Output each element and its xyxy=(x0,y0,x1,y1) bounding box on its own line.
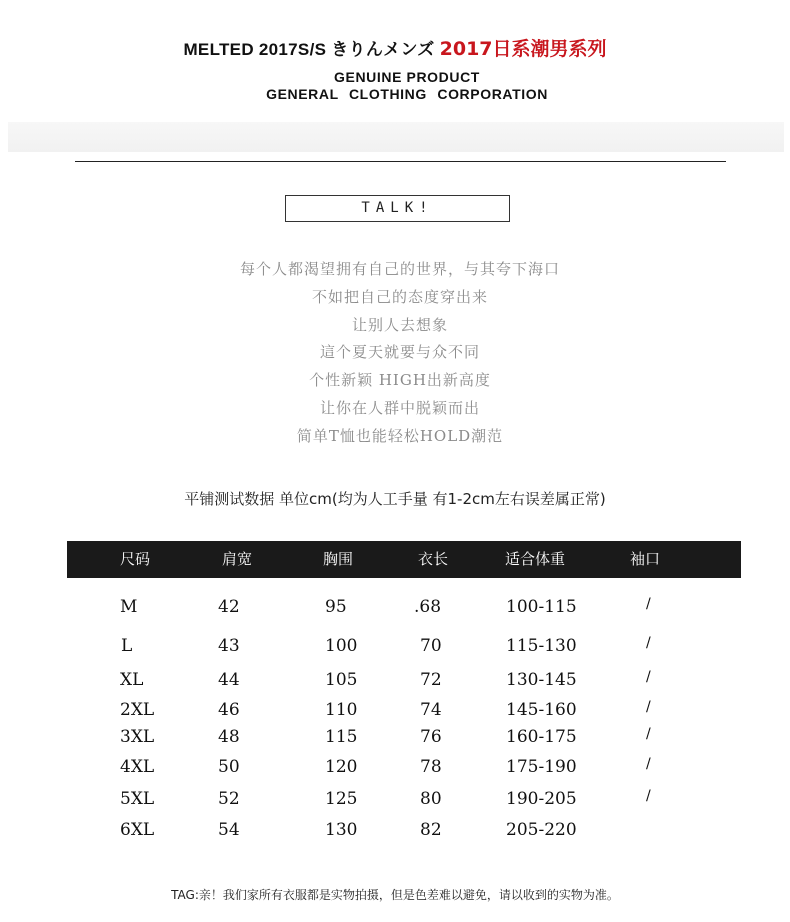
cell-chest: 110 xyxy=(325,700,358,720)
cell-weight: 190-205 xyxy=(506,789,577,809)
table-row xyxy=(0,698,790,722)
header-weight: 适合体重 xyxy=(505,550,566,568)
cell-cuff: / xyxy=(646,726,651,742)
talk-box: TALK! xyxy=(285,195,510,222)
measurement-note: 平铺测试数据 单位cm(均为人工手量 有1-2cm左右误差属正常) xyxy=(184,490,606,508)
table-row xyxy=(0,725,790,749)
cell-size: 2XL xyxy=(120,700,155,720)
cell-size: M xyxy=(120,597,138,617)
cell-length: .68 xyxy=(414,597,442,617)
cell-cuff: / xyxy=(646,669,651,685)
cell-shoulder: 44 xyxy=(218,670,240,690)
cell-cuff: / xyxy=(646,635,651,651)
header-size: 尺码 xyxy=(120,550,151,568)
table-row xyxy=(0,634,790,658)
cell-chest: 105 xyxy=(325,670,358,690)
cell-weight: 175-190 xyxy=(506,757,577,777)
table-row xyxy=(0,818,790,842)
table-row xyxy=(0,668,790,692)
poem-line: 不如把自己的态度穿出来 xyxy=(311,287,488,306)
cell-shoulder: 46 xyxy=(218,700,240,720)
header-cuff: 袖口 xyxy=(630,550,661,568)
cell-length: 78 xyxy=(420,757,442,777)
table-row xyxy=(0,755,790,779)
cell-weight: 100-115 xyxy=(506,597,577,617)
cell-weight: 145-160 xyxy=(506,700,577,720)
cell-size: 6XL xyxy=(120,820,155,840)
cell-length: 74 xyxy=(420,700,442,720)
header-chest: 胸围 xyxy=(323,550,354,568)
cell-size: 4XL xyxy=(120,757,155,777)
cell-shoulder: 50 xyxy=(218,757,240,777)
table-row xyxy=(0,595,790,619)
poem-line: 个性新颖 HIGH出新高度 xyxy=(309,371,491,390)
cell-cuff: / xyxy=(646,788,651,804)
cell-size: L xyxy=(121,636,133,656)
cell-size: XL xyxy=(120,670,144,690)
cell-chest: 115 xyxy=(325,727,358,747)
cell-chest: 125 xyxy=(325,789,358,809)
cell-length: 72 xyxy=(420,670,442,690)
cell-cuff: / xyxy=(646,596,651,612)
cell-length: 80 xyxy=(420,789,442,809)
brand-title xyxy=(0,34,790,61)
cell-cuff: / xyxy=(646,756,651,772)
poem-line: 让你在人群中脱颖而出 xyxy=(319,398,480,417)
cell-size: 5XL xyxy=(120,789,155,809)
decorative-band xyxy=(8,122,784,152)
poem-line: 這个夏天就要与众不同 xyxy=(319,343,480,362)
header-length: 衣长 xyxy=(418,550,449,568)
cell-length: 76 xyxy=(420,727,442,747)
subtitle-corporation: GENERAL CLOTHING CORPORATION xyxy=(266,86,548,102)
cell-weight: 130-145 xyxy=(506,670,577,690)
cell-shoulder: 52 xyxy=(218,789,240,809)
cell-shoulder: 42 xyxy=(218,597,240,617)
brand-title-cn: 2017日系潮男系列 xyxy=(439,38,607,60)
cell-weight: 115-130 xyxy=(506,636,577,656)
cell-length: 82 xyxy=(420,820,442,840)
cell-chest: 130 xyxy=(325,820,358,840)
cell-shoulder: 48 xyxy=(218,727,240,747)
size-table-header xyxy=(67,541,741,578)
cell-size: 3XL xyxy=(120,727,155,747)
subtitle-genuine-product: GENUINE PRODUCT xyxy=(334,69,480,85)
cell-shoulder: 54 xyxy=(218,820,240,840)
cell-cuff: / xyxy=(646,699,651,715)
header-shoulder: 肩宽 xyxy=(222,550,253,568)
footer-note: TAG:亲！我们家所有衣服都是实物拍摄，但是色差难以避免，请以收到的实物为准。 xyxy=(171,888,619,902)
cell-weight: 205-220 xyxy=(506,820,577,840)
cell-chest: 95 xyxy=(325,597,347,617)
table-row xyxy=(0,787,790,811)
poem-line: 让别人去想象 xyxy=(351,315,448,334)
cell-chest: 100 xyxy=(325,636,358,656)
cell-shoulder: 43 xyxy=(218,636,240,656)
poem-line: 每个人都渴望拥有自己的世界，与其夸下海口 xyxy=(239,260,560,278)
slogan-poem xyxy=(0,256,790,451)
poem-line: 简单T恤也能轻松HOLD潮范 xyxy=(296,426,504,445)
cell-weight: 160-175 xyxy=(506,727,577,747)
brand-title-en: MELTED 2017S/S きりんメンズ xyxy=(183,40,435,59)
cell-chest: 120 xyxy=(325,757,358,777)
divider-line xyxy=(75,161,726,162)
cell-length: 70 xyxy=(420,636,442,656)
